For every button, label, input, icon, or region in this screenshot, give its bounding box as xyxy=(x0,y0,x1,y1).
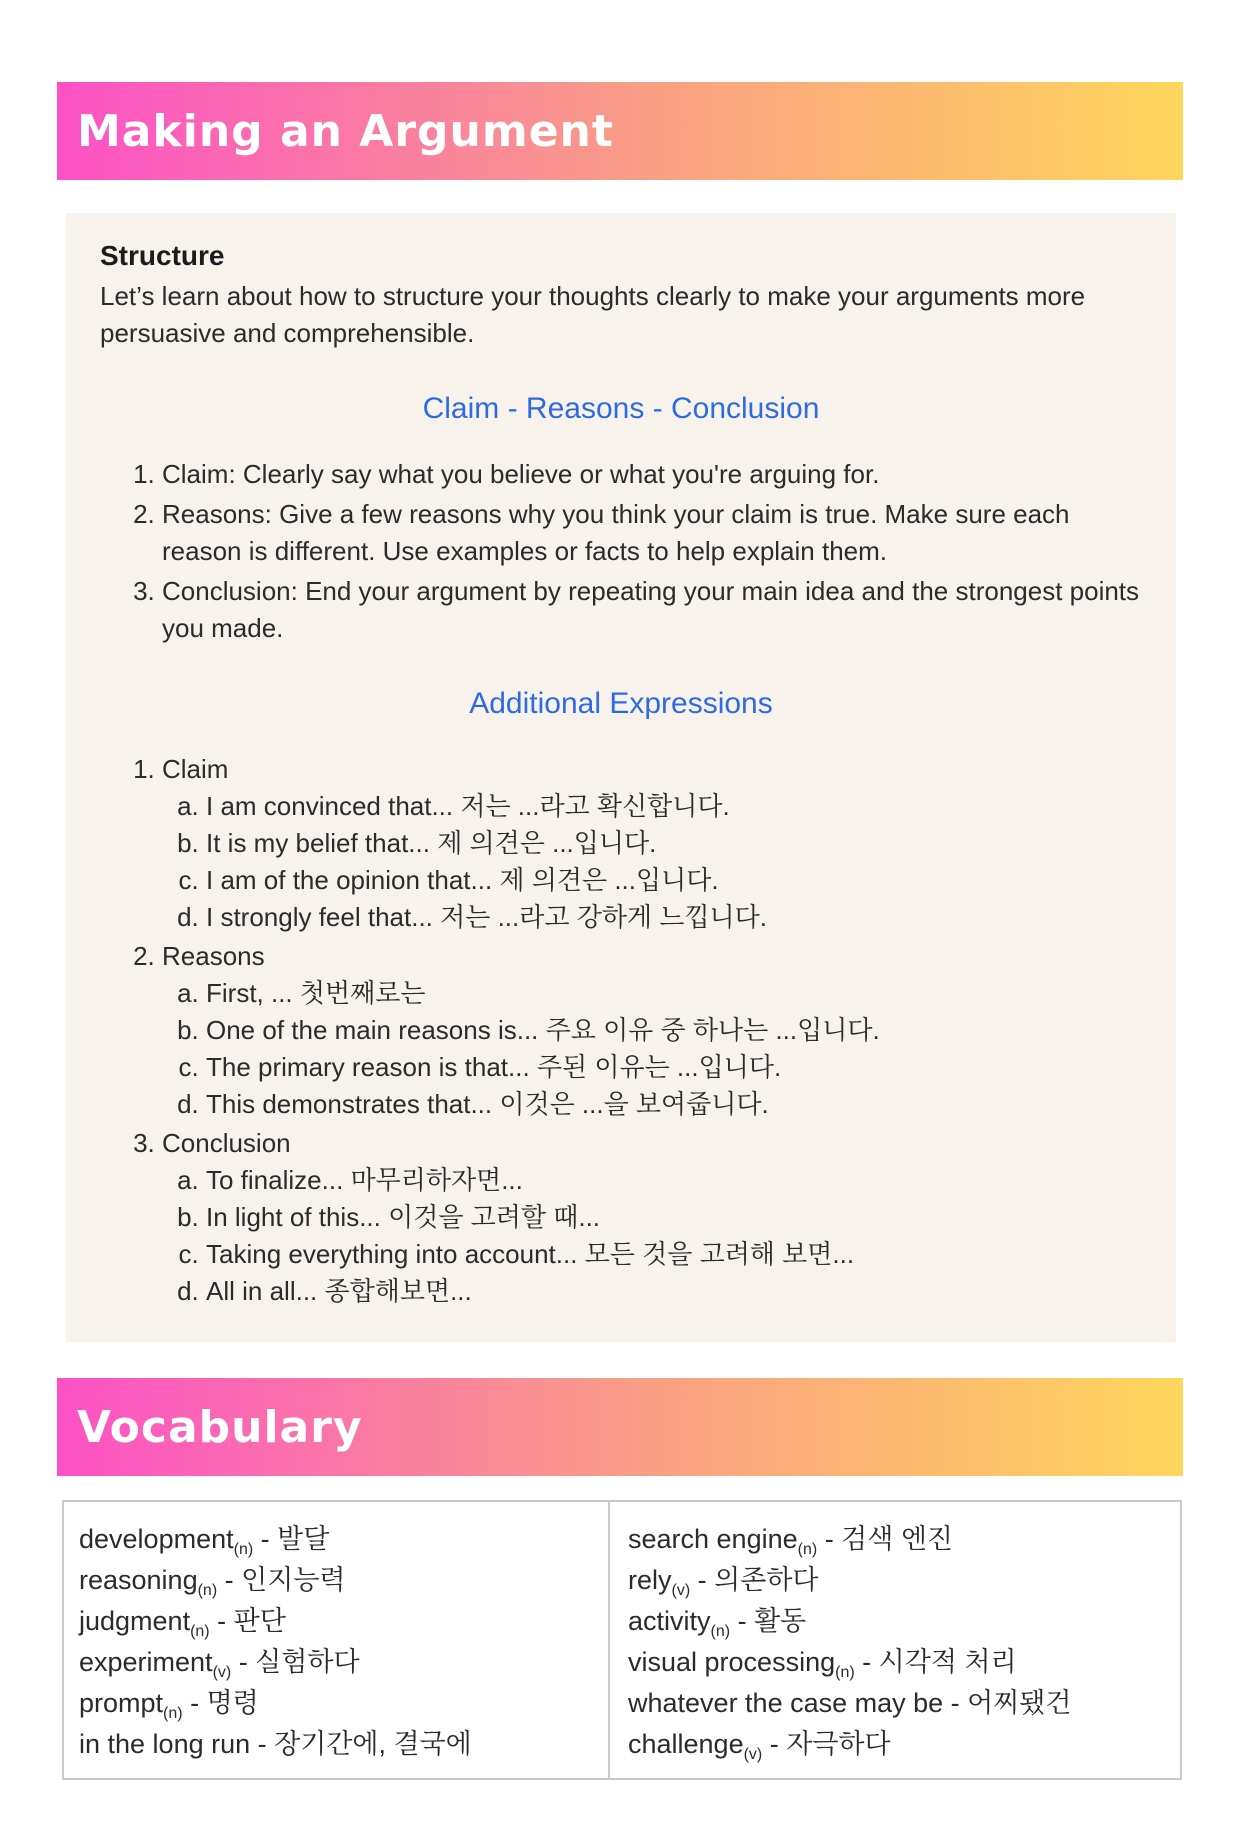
reasons-expressions xyxy=(162,975,1142,1123)
expressions-group-label: Reasons xyxy=(162,941,265,971)
expressions-list xyxy=(100,751,1142,1310)
vocab-pos: (n) xyxy=(163,1705,183,1722)
expression-item: b. In light of this... 이것을 고려할 때... xyxy=(206,1199,1142,1236)
vocab-term: whatever the case may be xyxy=(628,1688,944,1718)
vocab-definition: - 의존하다 xyxy=(690,1565,819,1595)
vocabulary-column-left xyxy=(64,1502,610,1778)
vocab-entry xyxy=(79,1642,598,1683)
vocab-entry xyxy=(628,1724,1170,1765)
vocab-term: visual processing xyxy=(628,1647,836,1677)
vocab-definition: - 발달 xyxy=(253,1524,330,1554)
worksheet-page xyxy=(0,82,1241,1836)
vocab-pos: (n) xyxy=(797,1541,818,1558)
vocab-term: judgment xyxy=(79,1606,191,1636)
step-claim: 1. Claim: Clearly say what you believe or what you're arguing for. xyxy=(162,456,1142,493)
vocab-entry xyxy=(79,1601,598,1642)
vocab-term: in the long run xyxy=(79,1729,251,1759)
vocab-term: development xyxy=(79,1524,234,1554)
expressions-group-label: Conclusion xyxy=(162,1128,291,1158)
vocab-term: prompt xyxy=(79,1688,164,1718)
vocab-term: rely xyxy=(628,1565,672,1595)
vocab-term: experiment xyxy=(79,1647,213,1677)
vocabulary-table xyxy=(62,1500,1182,1780)
vocab-definition: - 명령 xyxy=(182,1688,259,1718)
vocab-definition: - 자극하다 xyxy=(762,1729,891,1759)
page-title: Making an Argument xyxy=(77,105,614,157)
vocab-pos: (n) xyxy=(835,1664,855,1681)
vocab-term: reasoning xyxy=(79,1565,198,1595)
vocab-definition: - 활동 xyxy=(730,1606,807,1636)
expression-item: d. All in all... 종합해보면... xyxy=(206,1273,1142,1310)
vocab-entry xyxy=(79,1683,598,1724)
claim-reasons-conclusion-heading: Claim - Reasons - Conclusion xyxy=(422,392,820,425)
expression-item: a. I am convinced that... 저는 ...라고 확신합니다. xyxy=(206,788,1142,825)
expression-item: c. I am of the opinion that... 제 의견은 ...입니다. xyxy=(206,862,1142,899)
expression-item: d. This demonstrates that... 이것은 ...을 보여줍니다. xyxy=(206,1086,1142,1123)
vocabulary-title: Vocabulary xyxy=(77,1401,363,1453)
vocab-entry xyxy=(628,1683,1170,1724)
expression-item: b. One of the main reasons is... 주요 이유 중 하나는 ...입니다. xyxy=(206,1012,1142,1049)
structure-intro: Let’s learn about how to structure your thoughts clearly to make your arguments more persuasive and comprehensible. xyxy=(100,281,1086,348)
vocab-entry xyxy=(628,1642,1170,1683)
vocab-term: activity xyxy=(628,1606,711,1636)
vocab-definition: - 시각적 처리 xyxy=(854,1647,1017,1677)
step-conclusion: 3. Conclusion: End your argument by repeating your main idea and the strongest points you made. xyxy=(162,573,1142,647)
expressions-group-claim xyxy=(162,751,1142,936)
structure-steps-list xyxy=(100,456,1142,647)
vocab-definition: - 검색 엔진 xyxy=(817,1524,954,1554)
vocab-pos: (v) xyxy=(743,1746,763,1763)
vocab-pos: (n) xyxy=(233,1541,254,1558)
vocab-entry xyxy=(79,1560,598,1601)
vocab-entry xyxy=(628,1560,1170,1601)
expressions-group-label: Claim xyxy=(162,754,229,784)
vocab-term: challenge xyxy=(628,1729,744,1759)
expression-item: a. To finalize... 마무리하자면... xyxy=(206,1162,1142,1199)
vocab-pos: (n) xyxy=(197,1582,218,1599)
vocab-pos: (v) xyxy=(212,1664,232,1681)
vocabulary-column-right xyxy=(610,1502,1180,1778)
vocab-entry xyxy=(628,1519,1170,1560)
vocab-definition: - 인지능력 xyxy=(217,1565,346,1595)
structure-panel xyxy=(66,213,1176,1342)
vocab-pos: (n) xyxy=(710,1623,731,1640)
additional-expressions-heading: Additional Expressions xyxy=(469,687,773,720)
vocab-definition: - 어찌됐건 xyxy=(943,1688,1072,1718)
step-reasons: 2. Reasons: Give a few reasons why you think your claim is true. Make sure each reason is different. Use examples or facts to help explain them. xyxy=(162,496,1142,570)
claim-expressions xyxy=(162,788,1142,936)
vocab-definition: - 장기간에, 결국에 xyxy=(250,1729,472,1759)
expression-item: d. I strongly feel that... 저는 ...라고 강하게 느낍니다. xyxy=(206,899,1142,936)
expression-item: c. Taking everything into account... 모든 것을 고려해 보면... xyxy=(206,1236,1142,1273)
vocab-entry xyxy=(79,1519,598,1560)
vocab-pos: (n) xyxy=(190,1623,210,1640)
main-header-band xyxy=(57,82,1183,180)
expression-item: a. First, ... 첫번째로는 xyxy=(206,975,1142,1012)
vocab-term: search engine xyxy=(628,1524,798,1554)
structure-heading: Structure xyxy=(100,240,225,271)
vocab-entry xyxy=(628,1601,1170,1642)
vocab-definition: - 판단 xyxy=(209,1606,286,1636)
vocab-entry xyxy=(79,1724,598,1765)
expressions-group-reasons xyxy=(162,938,1142,1123)
expression-item: b. It is my belief that... 제 의견은 ...입니다. xyxy=(206,825,1142,862)
conclusion-expressions xyxy=(162,1162,1142,1310)
vocab-pos: (v) xyxy=(671,1582,691,1599)
expression-item: c. The primary reason is that... 주된 이유는 ...입니다. xyxy=(206,1049,1142,1086)
vocabulary-header-band xyxy=(57,1378,1183,1476)
vocab-definition: - 실험하다 xyxy=(231,1647,360,1677)
expressions-group-conclusion xyxy=(162,1125,1142,1310)
